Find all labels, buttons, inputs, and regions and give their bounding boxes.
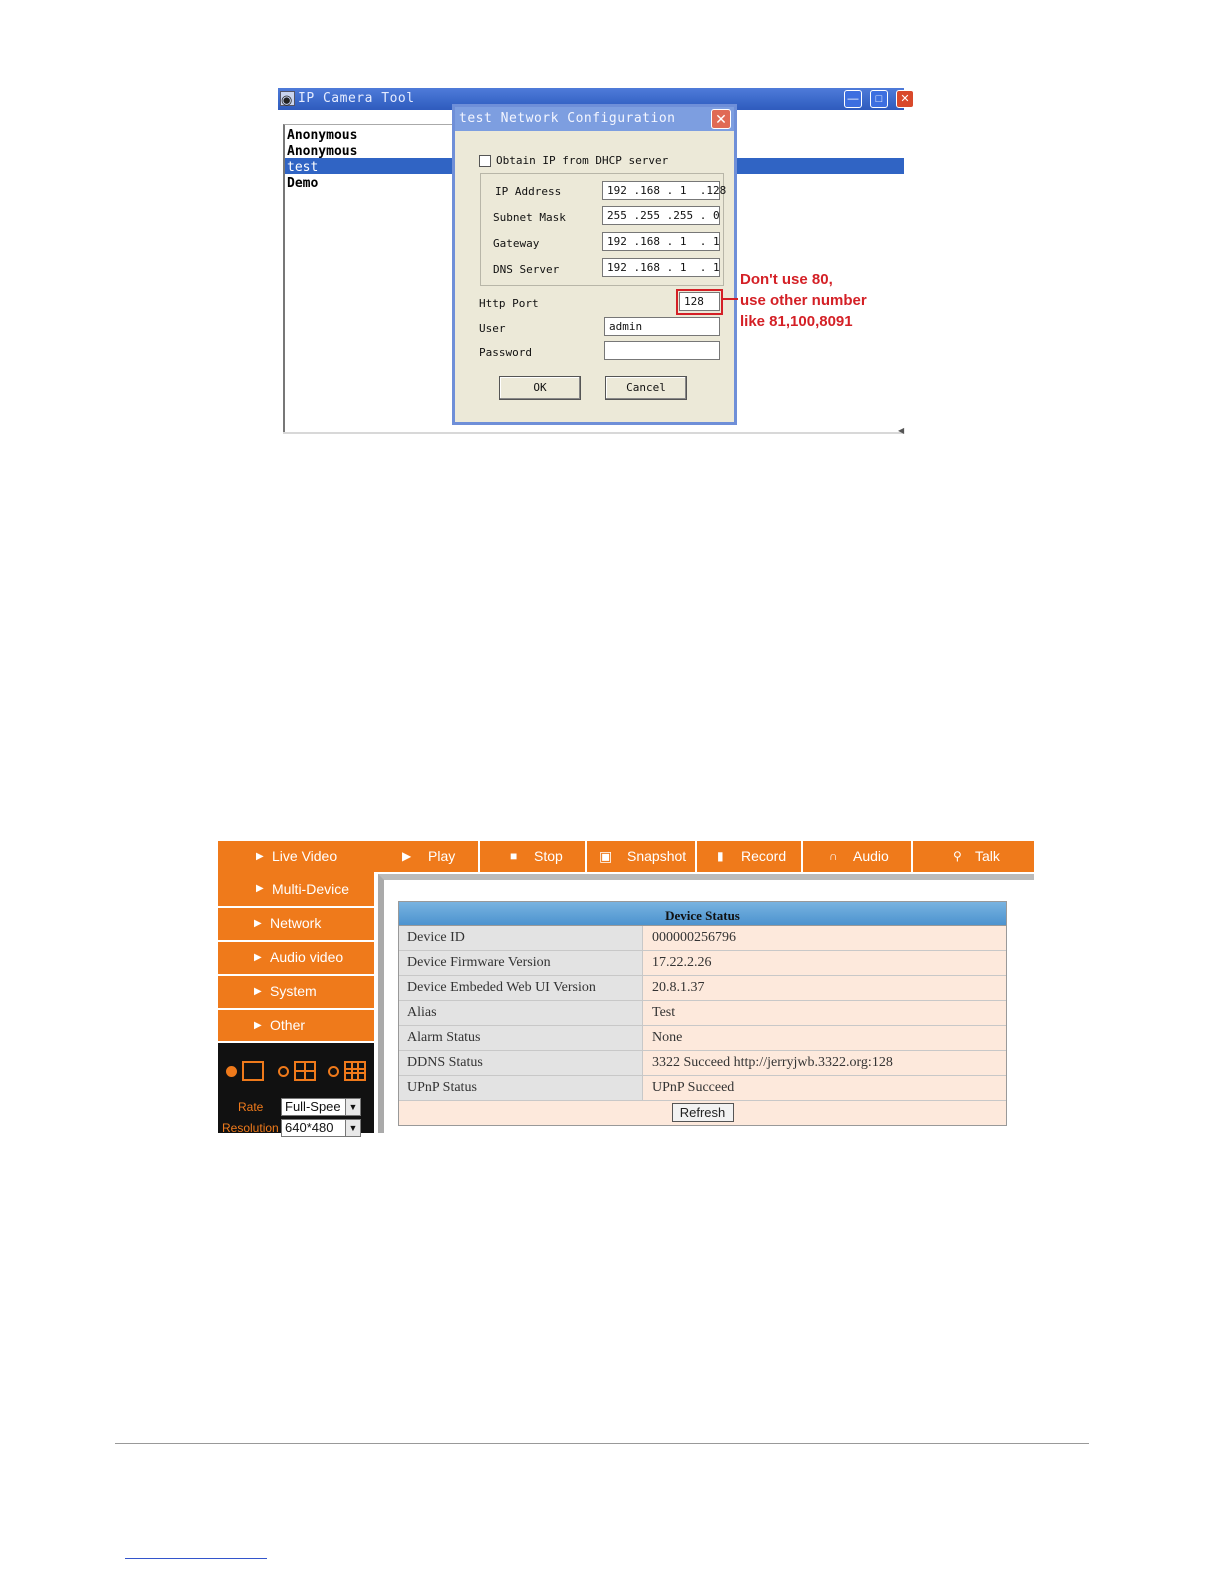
dns-server-field[interactable]: 192 .168 . 1 . 1 [602, 258, 720, 277]
refresh-button[interactable]: Refresh [672, 1103, 734, 1122]
refresh-row [399, 1101, 1006, 1125]
minimize-button[interactable]: — [844, 90, 862, 108]
video-toolbar [374, 841, 1034, 872]
menu-item-label: Network [270, 915, 322, 931]
user-label: User [479, 322, 506, 335]
menu-item-label: Live Video [272, 848, 338, 864]
radio-icon[interactable] [328, 1066, 339, 1077]
table-row [399, 1076, 1006, 1101]
port-annotation [740, 269, 890, 332]
scroll-arrow-icon[interactable]: ◀ [898, 426, 905, 435]
play-button[interactable] [374, 841, 480, 872]
chevron-down-icon: ▼ [345, 1099, 360, 1115]
device-status-table [398, 901, 1007, 1126]
network-configuration-dialog [452, 104, 737, 425]
rate-select[interactable] [281, 1098, 361, 1116]
annotation-line-1: Don't use 80, [740, 271, 833, 288]
password-label: Password [479, 346, 532, 359]
table-row [399, 926, 1006, 951]
status-value: UPnP Succeed [652, 1080, 735, 1095]
camera-icon: ◉ [280, 91, 295, 106]
arrow-right-icon: ▶ [256, 883, 264, 894]
window-title: IP Camera Tool [298, 91, 415, 106]
stop-label: Stop [534, 848, 563, 864]
status-key: Alarm Status [399, 1026, 643, 1050]
audio-button[interactable] [803, 841, 913, 872]
resolution-select[interactable] [281, 1119, 361, 1137]
stop-icon: ■ [510, 849, 518, 863]
ok-button[interactable]: OK [499, 376, 581, 400]
rate-value: Full-Spee [285, 1099, 341, 1114]
ip-address-field[interactable]: 192 .168 . 1 .128 [602, 181, 720, 200]
snapshot-button[interactable] [587, 841, 697, 872]
maximize-button[interactable]: □ [870, 90, 888, 108]
device-list-item[interactable]: Demo [287, 176, 319, 191]
view-layout-options [222, 1059, 372, 1085]
gateway-label: Gateway [493, 237, 540, 250]
content-area [378, 874, 1034, 1133]
camera-icon: ▣ [599, 848, 613, 864]
rate-label: Rate [238, 1100, 264, 1114]
menu-item-label: System [270, 983, 317, 999]
single-view-icon[interactable] [242, 1061, 264, 1081]
menu-item-other[interactable] [218, 1010, 374, 1043]
status-value: 20.8.1.37 [652, 980, 705, 995]
annotation-connector [722, 298, 738, 300]
table-row [399, 951, 1006, 976]
menu-item-label: Other [270, 1017, 306, 1033]
play-label: Play [428, 848, 456, 864]
camera-web-ui [218, 841, 1034, 1133]
microphone-icon: ⚲ [953, 849, 962, 863]
arrow-right-icon: ▶ [254, 986, 262, 997]
dialog-titlebar [455, 107, 734, 131]
status-key: Alias [399, 1001, 643, 1025]
close-button[interactable]: ✕ [896, 90, 914, 108]
talk-button[interactable] [913, 841, 1034, 872]
cancel-button[interactable]: Cancel [605, 376, 687, 400]
status-value: 3322 Succeed http://jerryjwb.3322.org:128 [652, 1055, 893, 1070]
dhcp-checkbox[interactable] [479, 155, 491, 167]
user-field[interactable]: admin [604, 317, 720, 336]
menu-item-label: Multi-Device [272, 881, 350, 897]
footer-divider [115, 1443, 1089, 1444]
dialog-close-button[interactable]: ✕ [711, 109, 731, 129]
subnet-mask-label: Subnet Mask [493, 211, 566, 224]
dhcp-label: Obtain IP from DHCP server [496, 154, 669, 167]
device-list-item-selected[interactable]: test [287, 160, 319, 175]
video-camera-icon: ▮ [717, 849, 724, 863]
list-bottom-border [283, 432, 904, 434]
radio-selected-icon[interactable] [226, 1066, 237, 1077]
record-label: Record [741, 848, 787, 864]
device-list-item[interactable]: Anonymous [287, 144, 358, 159]
menu-item-multi-device[interactable] [218, 872, 374, 908]
menu-item-system[interactable] [218, 976, 374, 1010]
menu-item-network[interactable] [218, 908, 374, 942]
status-key: Device ID [399, 926, 643, 950]
play-icon: ▶ [402, 849, 412, 863]
nine-view-icon[interactable] [344, 1061, 366, 1081]
annotation-line-3: like 81,100,8091 [740, 313, 853, 330]
ip-address-label: IP Address [495, 185, 562, 198]
status-key: DDNS Status [399, 1051, 643, 1075]
status-value: Test [652, 1005, 676, 1020]
status-value: 000000256796 [652, 930, 736, 945]
menu-item-audio-video[interactable] [218, 942, 374, 976]
quad-view-icon[interactable] [294, 1061, 316, 1081]
status-key: Device Firmware Version [399, 951, 643, 975]
ip-camera-tool-window [278, 88, 910, 436]
http-port-highlight-box [676, 289, 723, 315]
device-list-item[interactable]: Anonymous [287, 128, 358, 143]
device-status-title: Device Status [399, 902, 1006, 926]
snapshot-label: Snapshot [627, 848, 687, 864]
status-key: Device Embeded Web UI Version [399, 976, 643, 1000]
http-port-label: Http Port [479, 297, 539, 310]
stop-button[interactable] [480, 841, 587, 872]
dns-server-label: DNS Server [493, 263, 560, 276]
dialog-title: test Network Configuration [459, 111, 676, 126]
side-menu [218, 841, 374, 1133]
headphones-icon: ∩ [829, 849, 838, 863]
device-list [283, 124, 463, 432]
menu-item-live-video[interactable] [218, 841, 374, 874]
talk-label: Talk [975, 848, 1000, 864]
status-value: 17.22.2.26 [652, 955, 712, 970]
arrow-right-icon: ▶ [254, 1020, 262, 1031]
arrow-right-icon: ▶ [256, 851, 264, 862]
resolution-label: Resolution [222, 1121, 279, 1135]
resolution-value: 640*480 [285, 1120, 334, 1135]
record-button[interactable] [697, 841, 803, 872]
table-row [399, 976, 1006, 1001]
http-port-field[interactable]: 128 [679, 292, 720, 311]
audio-label: Audio [853, 848, 889, 864]
arrow-right-icon: ▶ [254, 918, 262, 929]
footer-link-underline[interactable] [125, 1558, 267, 1559]
table-row [399, 1001, 1006, 1026]
radio-icon[interactable] [278, 1066, 289, 1077]
status-key: UPnP Status [399, 1076, 643, 1100]
status-value: None [652, 1030, 683, 1045]
table-row [399, 1026, 1006, 1051]
annotation-line-2: use other number [740, 292, 867, 309]
menu-item-label: Audio video [270, 949, 344, 965]
subnet-mask-field[interactable]: 255 .255 .255 . 0 [602, 206, 720, 225]
chevron-down-icon: ▼ [345, 1120, 360, 1136]
password-field[interactable] [604, 341, 720, 360]
gateway-field[interactable]: 192 .168 . 1 . 1 [602, 232, 720, 251]
arrow-right-icon: ▶ [254, 952, 262, 963]
table-row [399, 1051, 1006, 1076]
